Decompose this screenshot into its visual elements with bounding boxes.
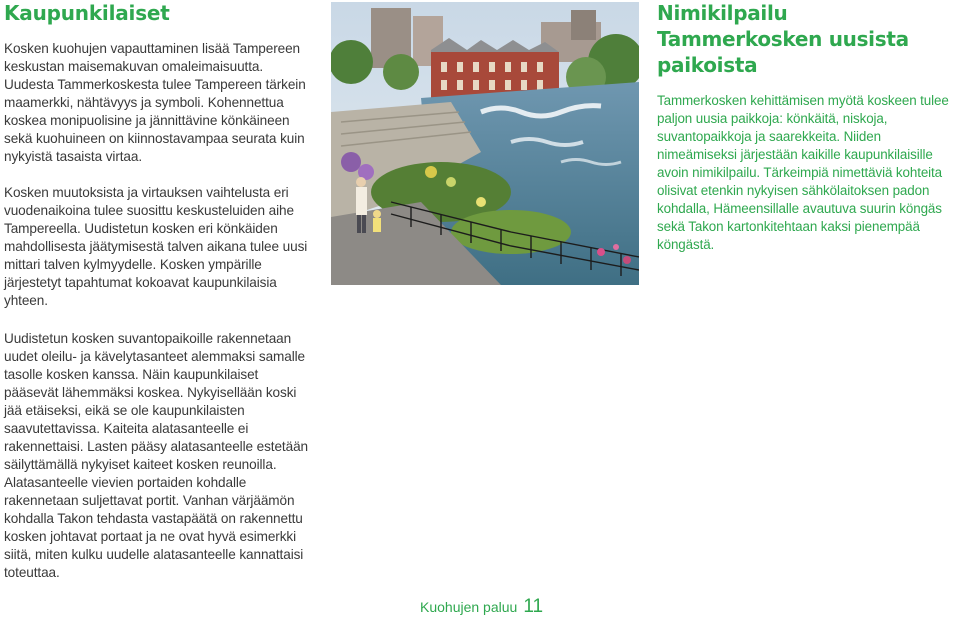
bottom-column	[4, 330, 316, 582]
paragraph-1: Kosken kuohujen vapauttaminen lisää Tampereen keskustan maisemakuvan omaleimaisuutta. Uudesta Tammerkoskesta tulee Tampereen tärkein maamerkki, nähtävyys ja symboli. Kohennettua koskea monipuolisine ja jännittävine könkäineen sekä kuohuineen on kiinnostavampaa seurata kuin nykyistä tasaista virtaa.	[4, 41, 306, 164]
section-heading: Kaupunkilaiset	[4, 1, 170, 25]
footer-label: Kuohujen paluu	[420, 599, 518, 615]
paragraph-2: Kosken muutoksista ja virtauksen vaihtelusta eri vuodenaikoina tulee suosittu keskusteluiden aihe Tampereella. Uudistetun kosken eri könkäiden mahdollisesta jäätymisestä talven aikana tulee uusi mittari talven kylmyydelle. Kosken ympärille järjestetyt tapahtumat kokoavat kaupunkilaisia yhteen.	[4, 185, 308, 308]
page-footer	[420, 596, 543, 618]
left-column	[4, 0, 316, 310]
riverside-illustration	[331, 2, 639, 285]
page-number: 11	[523, 596, 544, 617]
contest-paragraph: Tammerkosken kehittämisen myötä koskeen tulee paljon uusia paikkoja: könkäitä, niskoja, suvantopaikkoja ja saarekkeita. Niiden nimeämiseksi järjestään kaikille kaupunkilaisille avoin nimikilpailu. Tärkeimpiä nimettäviä kohteita olisivat etenkin nykyisen sähkölaitoksen padon kohdalla, Hämeensillalle avautuva suurin köngäs sekä Takon kartonkitehtaan kaksi pienempää köngästä.	[657, 93, 949, 252]
right-column	[657, 0, 957, 254]
contest-heading: Nimikilpailu Tammerkosken uusista paikoista	[657, 1, 909, 77]
paragraph-3: Uudistetun kosken suvantopaikoille rakennetaan uudet oleilu- ja kävelytasanteet alemmaksi samalle tasolle kosken kanssa. Näin kaupunkilaiset pääsevät lähemmäksi koskea. Nykyisellään koski jää etäiseksi, eikä se ole kaupunkilaisten saavutettavissa. Kaiteita alatasanteelle ei rakennettaisi. Lasten pääsy alatasanteelle estetään säilyttämällä nykyiset kaiteet kosken reunoilla. Alatasanteelle vievien portaiden kohdalle rakennetaan suljettavat portit. Vanhan värjäämön kohdalla Takon tehdasta vastapäätä on rakennettu kosken johtavat portaat ja ne ovat hyvä esimerkki siitä, miten kulku uudelle alatasanteelle kannattaisi toteuttaa.	[4, 331, 308, 580]
